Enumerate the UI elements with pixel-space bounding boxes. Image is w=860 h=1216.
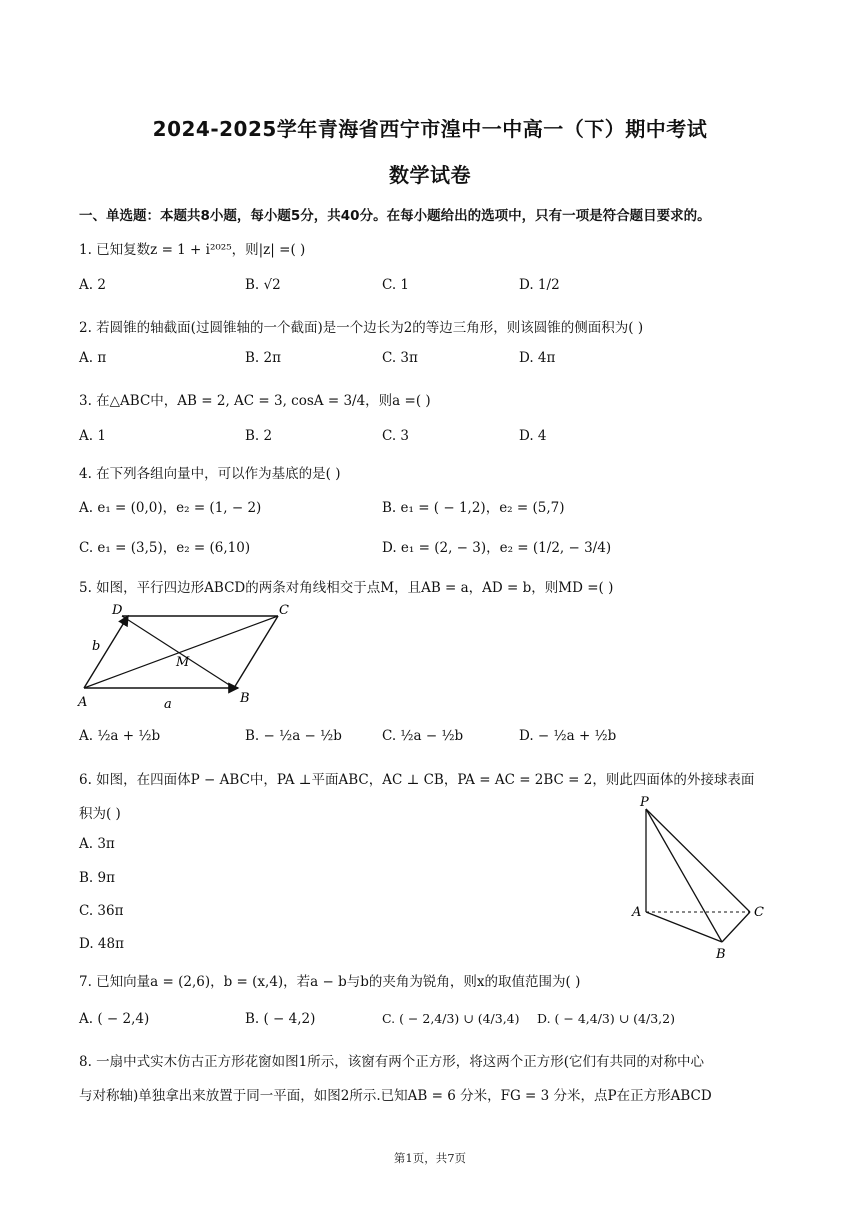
tetrahedron-figure [630, 795, 770, 965]
label-c-vertex: C [754, 905, 764, 920]
q3-option-b: B. 2 [245, 428, 273, 444]
page-subtitle: 数学试卷 [389, 163, 471, 187]
question-4-stem: 4. 在下列各组向量中，可以作为基底的是( ) [79, 466, 341, 482]
question-8-stem: 8. 一扇中式实木仿古正方形花窗如图1所示，该窗有两个正方形，将这两个正方形(它们有共同的对称中心 [79, 1054, 705, 1070]
diagonal-ac [84, 616, 278, 688]
q2-option-c: C. 3π [382, 350, 418, 366]
label-b-vertex: B [716, 947, 726, 962]
q6-option-c: C. 36π [79, 903, 124, 919]
q3-option-c: C. 3 [382, 428, 410, 444]
label-p: P [640, 795, 649, 810]
question-7-stem: 7. 已知向量a = (2,6)，b = (x,4)，若a − b与b的夹角为锐角，则x的取值范围为( ) [79, 974, 581, 990]
q2-option-d: D. 4π [519, 350, 556, 366]
q1-option-a: A. 2 [79, 277, 106, 293]
parallelogram-figure [76, 598, 296, 716]
q4-option-c: C. e₁ = (3,5)，e₂ = (6,10) [79, 540, 251, 556]
q7-option-c: C. ( − 2,4/3) ∪ (4/3,4) [382, 1011, 520, 1026]
label-m: M [176, 655, 190, 670]
q2-option-b: B. 2π [245, 350, 281, 366]
q7-option-a: A. ( − 2,4) [79, 1011, 150, 1027]
q5-option-c: C. ½a − ½b [382, 728, 464, 744]
q6-option-d: D. 48π [79, 936, 124, 952]
q4-option-a: A. e₁ = (0,0)，e₂ = (1, − 2) [79, 500, 262, 516]
q2-option-a: A. π [79, 350, 107, 366]
question-6-stem-cont: 积为( ) [79, 806, 121, 822]
label-a-vertex: A [632, 905, 642, 920]
q5-option-b: B. − ½a − ½b [245, 728, 342, 744]
question-6-stem: 6. 如图，在四面体P − ABC中，PA ⊥平面ABC，AC ⊥ CB，PA = AC = 2BC = 2，则此四面体的外接球表面 [79, 772, 755, 788]
q7-option-d: D. ( − 4,4/3) ∪ (4/3,2) [537, 1011, 675, 1026]
question-5-stem: 5. 如图，平行四边形ABCD的两条对角线相交于点M，且AB = a，AD = b，则MD =( ) [79, 580, 614, 596]
edge-pc [646, 809, 750, 912]
question-2-stem: 2. 若圆锥的轴截面(过圆锥轴的一个截面)是一个边长为2的等边三角形，则该圆锥的侧面积为( ) [79, 320, 644, 336]
label-c: C [279, 603, 289, 618]
label-a: A [78, 695, 88, 710]
diagonal-db [122, 616, 234, 688]
side-cb [234, 616, 278, 688]
label-a-vector: a [164, 697, 172, 712]
q7-option-b: B. ( − 4,2) [245, 1011, 316, 1027]
section-heading: 一、单选题：本题共8小题，每小题5分，共40分。在每小题给出的选项中，只有一项是符合题目要求的。 [79, 208, 711, 224]
edge-pb [646, 809, 722, 942]
q5-option-a: A. ½a + ½b [79, 728, 161, 744]
label-b: B [240, 691, 250, 706]
question-3-stem: 3. 在△ABC中，AB = 2, AC = 3, cosA = 3/4，则a =( ) [79, 393, 431, 409]
q1-option-d: D. 1/2 [519, 277, 560, 293]
label-d: D [112, 603, 123, 618]
q5-option-d: D. − ½a + ½b [519, 728, 617, 744]
q6-option-a: A. 3π [79, 836, 115, 852]
question-8-stem-cont: 与对称轴)单独拿出来放置于同一平面，如图2所示.已知AB = 6 分米，FG = 3 分米，点P在正方形ABCD [79, 1088, 712, 1104]
q3-option-d: D. 4 [519, 428, 547, 444]
question-1-stem: 1. 已知复数z = 1 + i²⁰²⁵，则|z| =( ) [79, 242, 306, 258]
edge-ab [646, 912, 722, 942]
label-b-vector: b [92, 639, 101, 654]
q6-option-b: B. 9π [79, 870, 115, 886]
page-footer: 第1页，共7页 [393, 1151, 467, 1165]
q3-option-a: A. 1 [79, 428, 106, 444]
q1-option-c: C. 1 [382, 277, 410, 293]
page-title: 2024-2025学年青海省西宁市湟中一中高一（下）期中考试 [152, 117, 708, 141]
q1-option-b: B. √2 [245, 277, 281, 293]
edge-bc [722, 912, 750, 942]
q4-option-d: D. e₁ = (2, − 3)，e₂ = (1/2, − 3/4) [382, 540, 612, 556]
vector-ad [84, 616, 128, 688]
q4-option-b: B. e₁ = ( − 1,2)，e₂ = (5,7) [382, 500, 565, 516]
